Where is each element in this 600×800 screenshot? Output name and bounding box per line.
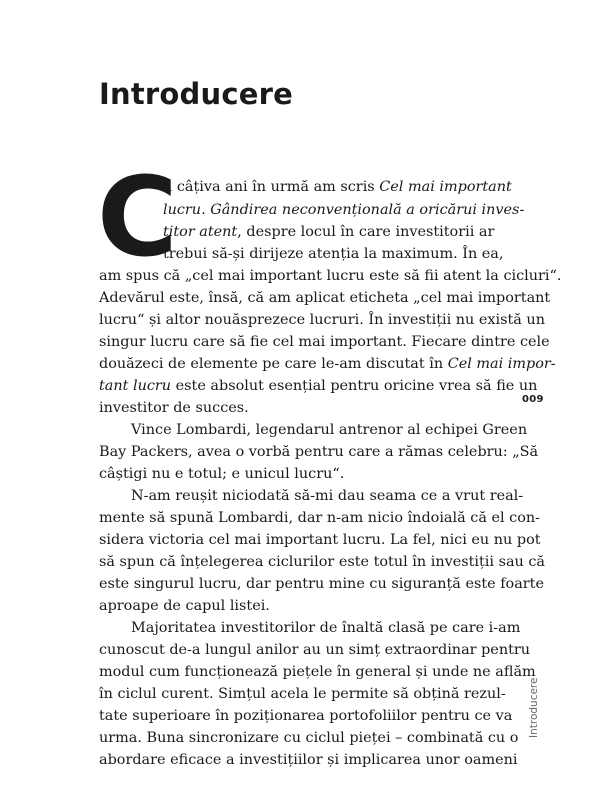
text-line: în ciclul curent. Simțul acela le permite să obțină rezul-: [99, 686, 506, 702]
text-line: aproape de capul listei.: [99, 598, 270, 614]
text-line: lucru“ și altor nouăsprezece lucruri. În investiții nu există un: [99, 312, 545, 328]
text-line: am spus că „cel mai important lucru este să fii atent la cicluri“.: [99, 268, 562, 284]
text-line: u câțiva ani în urmă am scris Cel mai important: [163, 179, 512, 195]
text-line: Bay Packers, avea o vorbă pentru care a rămas celebru: „Să: [99, 444, 539, 460]
running-header: Introducere: [528, 677, 540, 738]
text-line: cunoscut de-a lungul anilor au un simț extraordinar pentru: [99, 642, 531, 658]
text-line: mente să spună Lombardi, dar n-am nicio îndoială că el con-: [99, 510, 541, 526]
text-line: abordare eficace a investițiilor și implicarea unor oameni: [99, 752, 518, 768]
text-line: titor atent, despre locul în care investitorii ar: [163, 224, 495, 240]
text-line: Adevărul este, însă, că am aplicat eticheta „cel mai important: [99, 290, 551, 306]
text-line: să spun că înțelegerea ciclurilor este totul în investiții sau că: [99, 554, 546, 570]
text-line: Majoritatea investitorilor de înaltă clasă pe care i-am: [131, 620, 521, 636]
text-line: modul cum funcționează piețele în general și unde ne aflăm: [99, 664, 536, 680]
page-number: 009: [522, 394, 544, 405]
drop-cap: C: [97, 153, 178, 281]
text-line: investitor de succes.: [99, 400, 249, 416]
chapter-title: Introducere: [99, 77, 293, 111]
text-line: tant lucru este absolut esențial pentru oricine vrea să fie un: [99, 378, 538, 394]
text-line: singur lucru care să fie cel mai important. Fiecare dintre cele: [99, 334, 550, 350]
text-line: tate superioare în poziționarea portofoliilor pentru ce va: [99, 708, 513, 724]
text-line: este singurul lucru, dar pentru mine cu siguranță este foarte: [99, 576, 544, 592]
text-line: sidera victoria cel mai important lucru. La fel, nici eu nu pot: [99, 532, 541, 548]
text-line: trebui să-și dirijeze atenția la maximum. În ea,: [163, 246, 504, 262]
text-line: câștigi nu e totul; e unicul lucru“.: [99, 466, 345, 482]
text-line: lucru. Gândirea neconvențională a oricărui inves-: [163, 202, 525, 218]
text-line: urma. Buna sincronizare cu ciclul pieței – combinată cu o: [99, 730, 519, 746]
text-line: N-am reușit niciodată să-mi dau seama ce a vrut real-: [131, 488, 524, 504]
text-line: douăzeci de elemente pe care le-am discutat în Cel mai impor-: [99, 356, 556, 372]
text-line: Vince Lombardi, legendarul antrenor al echipei Green: [131, 422, 528, 438]
